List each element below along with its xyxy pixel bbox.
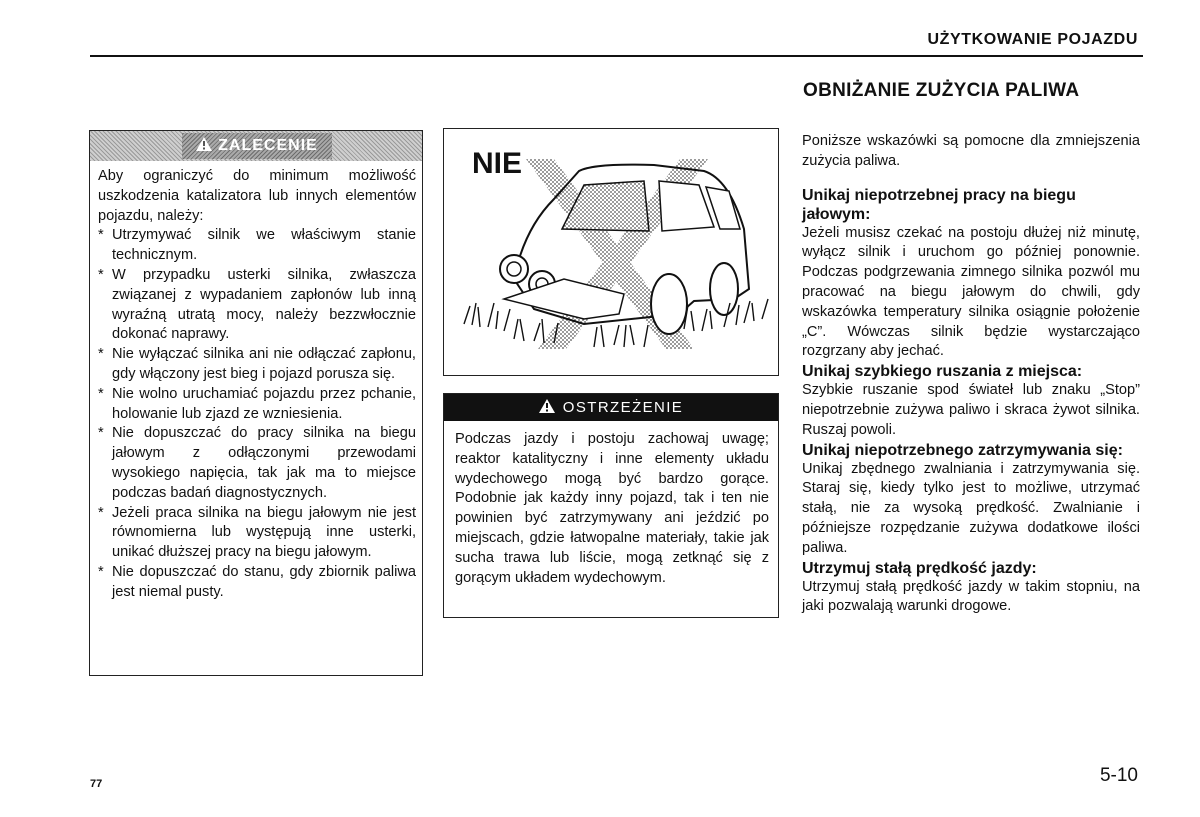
- tip-text: Utrzymuj stałą prędkość jazdy w takim stopniu, na jaki pozwalają warunki drogowe.: [802, 578, 1140, 615]
- warning-text: Podczas jazdy i postoju zachowaj uwagę; reaktor katalityczny i inne elementy układu wydechowego mogą być bardzo gorące. Podobnie jak każdy inny pojazd, tak i ten nie powinien być zatrzymywany ani jeździć po miejscach, gdzie łatwopalne materiały, takie jak sucha trawa lub liście, mogą zetknąć się z gorącym układem wydechowym.: [455, 431, 769, 586]
- section-title: OBNIŻANIE ZUŻYCIA PALIWA: [803, 80, 1080, 101]
- warning-header: [444, 394, 778, 421]
- recommendation-header: [90, 131, 422, 161]
- warning-heading: OSTRZEŻENIE: [562, 399, 684, 416]
- tips-intro: Poniższe wskazówki są pomocne dla zmniejszenia zużycia paliwa.: [802, 133, 1140, 169]
- warning-box: [443, 393, 779, 618]
- list-item: * W przypadku usterki silnika, zwłaszcza związanej z wypadaniem zapłonów lub inną wyraźną utratą mocy, należy bezzwłocznie dokonać naprawy.: [98, 266, 416, 343]
- fuel-tips-column: [802, 132, 1140, 617]
- car-on-grass-illustration: [444, 129, 778, 375]
- tip-text: Szybkie ruszanie spod świateł lub znaku „Stop” niepotrzebnie zużywa paliwo i skraca żywot silnika. Ruszaj powoli.: [802, 382, 1140, 438]
- recommendation-box: [89, 130, 423, 676]
- scan-page-number: 77: [90, 778, 103, 790]
- list-item: * Nie wolno uruchamiać pojazdu przez pchanie, holowanie lub zjazd ze wzniesienia.: [98, 385, 416, 422]
- illustration-box: [443, 128, 779, 376]
- tip-heading: Unikaj szybkiego ruszania z miejsca:: [802, 363, 1083, 381]
- warning-triangle-icon: [196, 137, 212, 156]
- recommendation-intro: Aby ograniczyć do minimum możliwość uszkodzenia katalizatora lub innych elementów pojazdu, należy:: [98, 168, 416, 224]
- page-number: 5-10: [1099, 765, 1138, 786]
- running-header: UŻYTKOWANIE POJAZDU: [927, 31, 1138, 48]
- list-item: * Nie dopuszczać do pracy silnika na biegu jałowym z odłączonymi przewodami wysokiego napięcia, tak jak ma to miejsce podczas badań diagnostycznych.: [98, 425, 416, 501]
- tip-text: Jeżeli musisz czekać na postoju dłużej niż minutę, wyłącz silnik i uruchom go później ponownie. Podczas podgrzewania zimnego silnika pozwól mu pracować na biegu jałowym do chwili, gdy wskazówka temperatury silnika osiągnie położenie „C”. Wówczas silnik będzie wystarczająco rozgrzany aby jechać.: [802, 224, 1140, 360]
- tip-text: Unikaj zbędnego zwalniania i zatrzymywania się. Staraj się, kiedy tylko jest to możliwe, utrzymać stałą, nie za wysoką prędkość. Zwalnianie i późniejsze rozpędzanie zużywa dodatkowe ilości paliwa.: [802, 460, 1140, 556]
- tip-heading: Utrzymuj stałą prędkość jazdy:: [802, 559, 1037, 577]
- warning-triangle-icon: [539, 399, 555, 417]
- recommendation-list: [98, 226, 416, 602]
- list-item: * Utrzymywać silnik we właściwym stanie technicznym.: [98, 227, 416, 264]
- recommendation-heading: ZALECENIE: [218, 137, 318, 154]
- list-item: * Jeżeli praca silnika na biegu jałowym nie jest równomierna lub występują inne usterki, unikać dłuższej pracy na biegu jałowym.: [98, 504, 416, 561]
- figure-label: NIE: [472, 147, 523, 180]
- tip-heading: Unikaj niepotrzebnej pracy na biegu jałowym:: [802, 186, 1076, 223]
- header-rule: [90, 55, 1143, 57]
- tip-heading: Unikaj niepotrzebnego zatrzymywania się:: [802, 441, 1123, 459]
- list-item: * Nie wyłączać silnika ani nie odłączać zapłonu, gdy włączony jest bieg i pojazd porusza się.: [98, 346, 416, 382]
- list-item: * Nie dopuszczać do stanu, gdy zbiornik paliwa jest niemal pusty.: [98, 563, 416, 600]
